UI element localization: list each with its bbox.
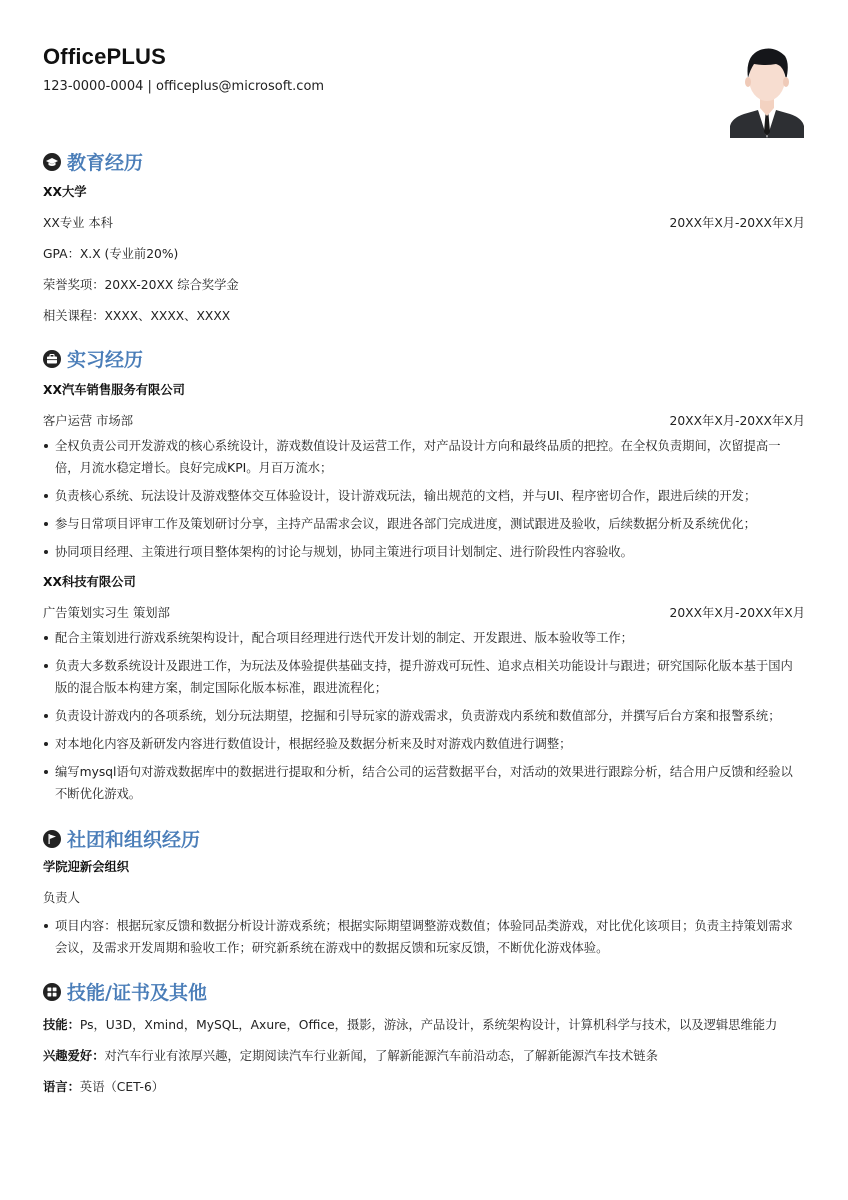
company-name: XX科技有限公司 — [43, 575, 136, 589]
section-title-text: 社团和组织经历 — [67, 829, 201, 851]
job-role: 广告策划实习生 策划部 — [43, 606, 170, 620]
job-entry-2 — [43, 572, 805, 805]
list-item: 编写mysql语句对游戏数据库中的数据进行提取和分析，结合公司的运营数据平台，对活动的效果进行跟踪分析，结合用户反馈和经验以不断优化游戏。 — [43, 761, 805, 805]
list-item: 对本地化内容及新研发内容进行数值设计，根据经验及数据分析来及时对游戏内数值进行调整； — [43, 733, 805, 755]
briefcase-icon — [43, 350, 61, 368]
language-value: 英语（CET-6） — [79, 1080, 165, 1094]
skills-line — [43, 1015, 805, 1033]
list-item: 负责设计游戏内的各项系统，划分玩法期望，挖掘和引导玩家的游戏需求，负责游戏内系统和数值部分，并撰写后台方案和报警系统； — [43, 705, 805, 727]
avatar — [730, 44, 804, 138]
section-title-text: 实习经历 — [67, 349, 144, 371]
club-role: 负责人 — [43, 891, 80, 905]
list-item: 全权负责公司开发游戏的核心系统设计，游戏数值设计及运营工作，对产品设计方向和最终品质的把控。在全权负责期间，次留提高一倍，月流水稳定增长。良好完成KPI。月百万流水； — [43, 435, 805, 479]
section-title-club — [43, 825, 200, 852]
job-date: 20XX年X月-20XX年X月 — [669, 606, 805, 620]
school-name: XX大学 — [43, 185, 87, 199]
hobby-line — [43, 1046, 805, 1064]
section-title-skills — [43, 978, 207, 1005]
list-item: 负责大多数系统设计及跟进工作，为玩法及体验提供基础支持，提升游戏可玩性、追求点相关功能设计与跟进；研究国际化版本基于国内版的混合版本构建方案，制定国际化版本标准，跟进流程化； — [43, 655, 805, 699]
section-title-text: 教育经历 — [67, 152, 144, 174]
section-title-education — [43, 148, 143, 175]
list-item: 协同项目经理、主策进行项目整体架构的讨论与规划，协同主策进行项目计划制定、进行阶段性内容验收。 — [43, 541, 805, 563]
major-degree: XX专业 本科 — [43, 216, 113, 230]
education-entry — [43, 182, 805, 324]
flag-icon — [43, 830, 61, 848]
bullet-list — [43, 435, 805, 563]
resume-header — [43, 44, 324, 94]
grid-icon — [43, 983, 61, 1001]
candidate-name: OfficePLUS — [43, 44, 167, 69]
hobby-value: 对汽车行业有浓厚兴趣，定期阅读汽车行业新闻，了解新能源汽车前沿动态，了解新能源汽车技术链条 — [104, 1049, 658, 1063]
job-row — [43, 411, 805, 429]
education-date: 20XX年X月-20XX年X月 — [669, 216, 805, 230]
job-role: 客户运营 市场部 — [43, 414, 133, 428]
section-title-internship — [43, 345, 143, 372]
list-item: 项目内容：根据玩家反馈和数据分析设计游戏系统；根据实际期望调整游戏数值；体验同品类游戏，对比优化该项目；负责主持策划需求会议，及需求开发周期和验收工作；研究新系统在游戏中的数据反馈和玩家反馈，不断优化游戏体验。 — [43, 915, 805, 959]
language-line — [43, 1077, 805, 1095]
organization-name: 学院迎新会组织 — [43, 860, 130, 874]
contact-info: 123-0000-0004 | officeplus@microsoft.com — [43, 79, 325, 94]
honors-line: 荣誉奖项：20XX-20XX 综合奖学金 — [43, 278, 239, 292]
avatar-portrait-icon — [730, 44, 804, 138]
job-entry-1 — [43, 380, 805, 563]
list-item: 负责核心系统、玩法设计及游戏整体交互体验设计，设计游戏玩法，输出规范的文档，并与UI、程序密切合作，跟进后续的开发； — [43, 485, 805, 507]
job-date: 20XX年X月-20XX年X月 — [669, 414, 805, 428]
courses-line: 相关课程：XXXX、XXXX、XXXX — [43, 309, 231, 323]
skills-value: Ps，U3D，Xmind，MySQL，Axure，Office，摄影，游泳，产品设计，系统架构设计，计算机科学与技术，以及逻辑思维能力 — [79, 1018, 778, 1032]
bullet-list — [43, 627, 805, 805]
company-name: XX汽车销售服务有限公司 — [43, 383, 185, 397]
language-label: 语言： — [43, 1080, 80, 1094]
hobby-label: 兴趣爱好： — [43, 1049, 105, 1063]
skills-entry — [43, 1015, 805, 1095]
section-title-text: 技能/证书及其他 — [67, 982, 207, 1004]
list-item: 参与日常项目评审工作及策划研讨分享，主持产品需求会议，跟进各部门完成进度，测试跟进及验收，后续数据分析及系统优化； — [43, 513, 805, 535]
gpa-line: GPA：X.X (专业前20%) — [43, 247, 179, 261]
graduation-cap-icon — [43, 153, 61, 171]
list-item: 配合主策划进行游戏系统架构设计，配合项目经理进行迭代开发计划的制定、开发跟进、版本验收等工作； — [43, 627, 805, 649]
job-row — [43, 603, 805, 621]
bullet-list — [43, 915, 805, 959]
education-row — [43, 213, 805, 231]
skills-label: 技能： — [43, 1018, 80, 1032]
club-entry — [43, 857, 805, 959]
